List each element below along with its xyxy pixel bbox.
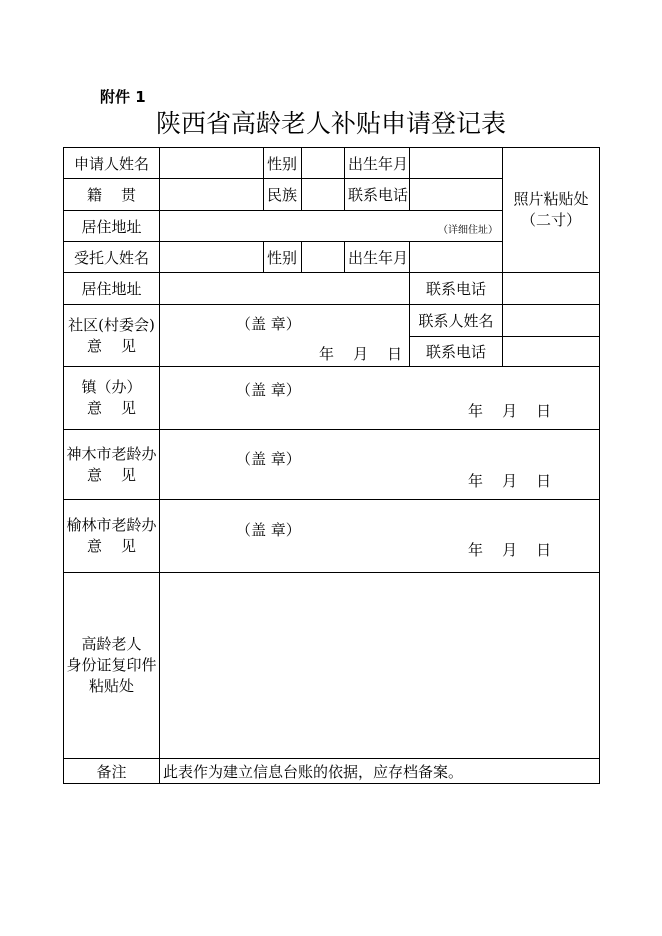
yulin-opinion-line2: 意 见 bbox=[86, 537, 137, 555]
row-town bbox=[64, 367, 600, 430]
row-remarks bbox=[64, 759, 600, 784]
registration-form-table bbox=[63, 147, 600, 784]
contact-phone-field[interactable] bbox=[503, 337, 600, 367]
address-field[interactable] bbox=[160, 211, 503, 242]
community-opinion-line2: 意 见 bbox=[86, 336, 137, 355]
contact-name-label: 联系人姓名 bbox=[410, 305, 503, 337]
row-shenmu bbox=[64, 430, 600, 500]
attachment-label: 附件 1 bbox=[100, 88, 146, 106]
trustee-birth-label: 出生年月 bbox=[345, 242, 410, 273]
row-community-1 bbox=[64, 305, 600, 337]
community-opinion-field[interactable] bbox=[160, 305, 410, 367]
native-place-label: 籍 贯 bbox=[64, 179, 160, 211]
address-hint: （详细住址） bbox=[438, 225, 498, 236]
town-date: 年 月 日 bbox=[468, 402, 552, 420]
ethnicity-label: 民族 bbox=[264, 179, 302, 211]
shenmu-opinion-line2: 意 见 bbox=[86, 465, 137, 484]
trustee-gender-label: 性别 bbox=[264, 242, 302, 273]
trustee-phone-label: 联系电话 bbox=[410, 273, 503, 305]
photo-label: 照片粘贴处 bbox=[513, 190, 589, 208]
contact-phone-label: 联系电话 bbox=[410, 337, 503, 367]
community-opinion-line1: 社区(村委会) bbox=[68, 315, 155, 334]
trustee-name-label: 受托人姓名 bbox=[64, 242, 160, 273]
row-trustee-address bbox=[64, 273, 600, 305]
photo-area[interactable] bbox=[503, 148, 600, 273]
phone-label: 联系电话 bbox=[345, 179, 410, 211]
id-copy-line1: 高龄老人 bbox=[81, 635, 142, 653]
community-stamp: （盖 章） bbox=[236, 315, 301, 333]
birth-field[interactable] bbox=[410, 148, 503, 179]
native-place-field[interactable] bbox=[160, 179, 264, 211]
shenmu-opinion-field[interactable] bbox=[160, 430, 600, 500]
community-opinion-label bbox=[64, 305, 160, 367]
town-opinion-line1: 镇（办） bbox=[81, 378, 142, 396]
trustee-phone-field[interactable] bbox=[503, 273, 600, 305]
community-date: 年 月 日 bbox=[319, 345, 403, 363]
id-copy-line2: 身份证复印件 bbox=[66, 656, 157, 674]
id-copy-line3: 粘贴处 bbox=[88, 677, 134, 695]
trustee-address-field[interactable] bbox=[160, 273, 410, 305]
gender-field[interactable] bbox=[302, 148, 345, 179]
shenmu-opinion-line1: 神木市老龄办 bbox=[66, 444, 157, 463]
id-copy-label bbox=[64, 573, 160, 759]
town-opinion-line2: 意 见 bbox=[86, 399, 137, 417]
contact-name-field[interactable] bbox=[503, 305, 600, 337]
shenmu-date: 年 月 日 bbox=[468, 472, 552, 490]
yulin-opinion-label bbox=[64, 500, 160, 573]
town-opinion-field[interactable] bbox=[160, 367, 600, 430]
trustee-gender-field[interactable] bbox=[302, 242, 345, 273]
applicant-name-field[interactable] bbox=[160, 148, 264, 179]
yulin-date: 年 月 日 bbox=[468, 541, 552, 559]
form-title: 陕西省高龄老人补贴申请登记表 bbox=[155, 109, 506, 138]
row-id-copy bbox=[64, 573, 600, 759]
gender-label: 性别 bbox=[264, 148, 302, 179]
applicant-name-label: 申请人姓名 bbox=[64, 148, 160, 179]
remarks-label: 备注 bbox=[64, 759, 160, 784]
phone-field[interactable] bbox=[410, 179, 503, 211]
town-opinion-label bbox=[64, 367, 160, 430]
row-yulin bbox=[64, 500, 600, 573]
address-label: 居住地址 bbox=[64, 211, 160, 242]
ethnicity-field[interactable] bbox=[302, 179, 345, 211]
trustee-birth-field[interactable] bbox=[410, 242, 503, 273]
shenmu-opinion-label bbox=[64, 430, 160, 500]
yulin-opinion-field[interactable] bbox=[160, 500, 600, 573]
id-copy-paste-area[interactable] bbox=[160, 573, 600, 759]
yulin-opinion-line1: 榆林市老龄办 bbox=[66, 516, 157, 534]
remarks-text: 此表作为建立信息台账的依据，应存档备案。 bbox=[160, 759, 600, 784]
trustee-name-field[interactable] bbox=[160, 242, 264, 273]
town-stamp: （盖 章） bbox=[236, 381, 301, 399]
yulin-stamp: （盖 章） bbox=[236, 521, 301, 539]
birth-label: 出生年月 bbox=[345, 148, 410, 179]
shenmu-stamp: （盖 章） bbox=[236, 450, 301, 468]
photo-size-label: （二寸） bbox=[520, 211, 581, 229]
row-applicant bbox=[64, 148, 600, 179]
trustee-address-label: 居住地址 bbox=[64, 273, 160, 305]
